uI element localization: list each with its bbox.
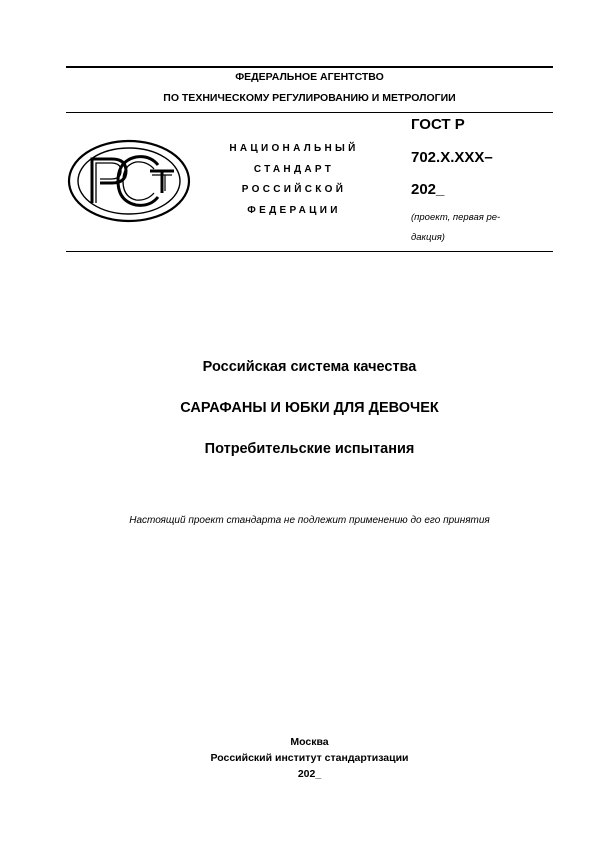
agency-name-line-1: ФЕДЕРАЛЬНОЕ АГЕНТСТВО <box>235 71 384 83</box>
draft-edition-note-line-1: (проект, первая ре- <box>411 212 501 223</box>
header-bottom-rule <box>66 251 553 252</box>
agency-name-line-2: ПО ТЕХНИЧЕСКОМУ РЕГУЛИРОВАНИЮ И МЕТРОЛОГИИ <box>163 92 456 104</box>
rst-certification-logo-icon <box>66 139 192 223</box>
national-standard-line-3: РОССИЙСКОЙ <box>241 184 347 195</box>
national-standard-line-2: СТАНДАРТ <box>253 164 335 175</box>
national-standard-line-4: ФЕДЕРАЦИИ <box>247 205 341 216</box>
publication-year: 202_ <box>297 768 322 780</box>
gost-designation-line-1: ГОСТ Р <box>411 116 465 133</box>
draft-edition-note-line-2: дакция) <box>411 232 445 243</box>
document-main-title: САРАФАНЫ И ЮБКИ ДЛЯ ДЕВОЧЕК <box>180 400 439 416</box>
quality-system-title: Российская система качества <box>202 359 417 375</box>
header-top-rule <box>66 66 553 68</box>
draft-applicability-notice: Настоящий проект стандарта не подлежит применению до его принятия <box>129 515 490 526</box>
publication-city: Москва <box>290 736 329 748</box>
national-standard-line-1: НАЦИОНАЛЬНЫЙ <box>229 143 359 154</box>
publisher-institute: Российский институт стандартизации <box>210 752 409 764</box>
gost-designation-line-2: 702.Х.ХХХ– <box>411 149 493 166</box>
header-middle-rule <box>66 112 553 113</box>
document-subtitle: Потребительские испытания <box>204 441 415 457</box>
gost-designation-line-3: 202_ <box>411 181 445 198</box>
